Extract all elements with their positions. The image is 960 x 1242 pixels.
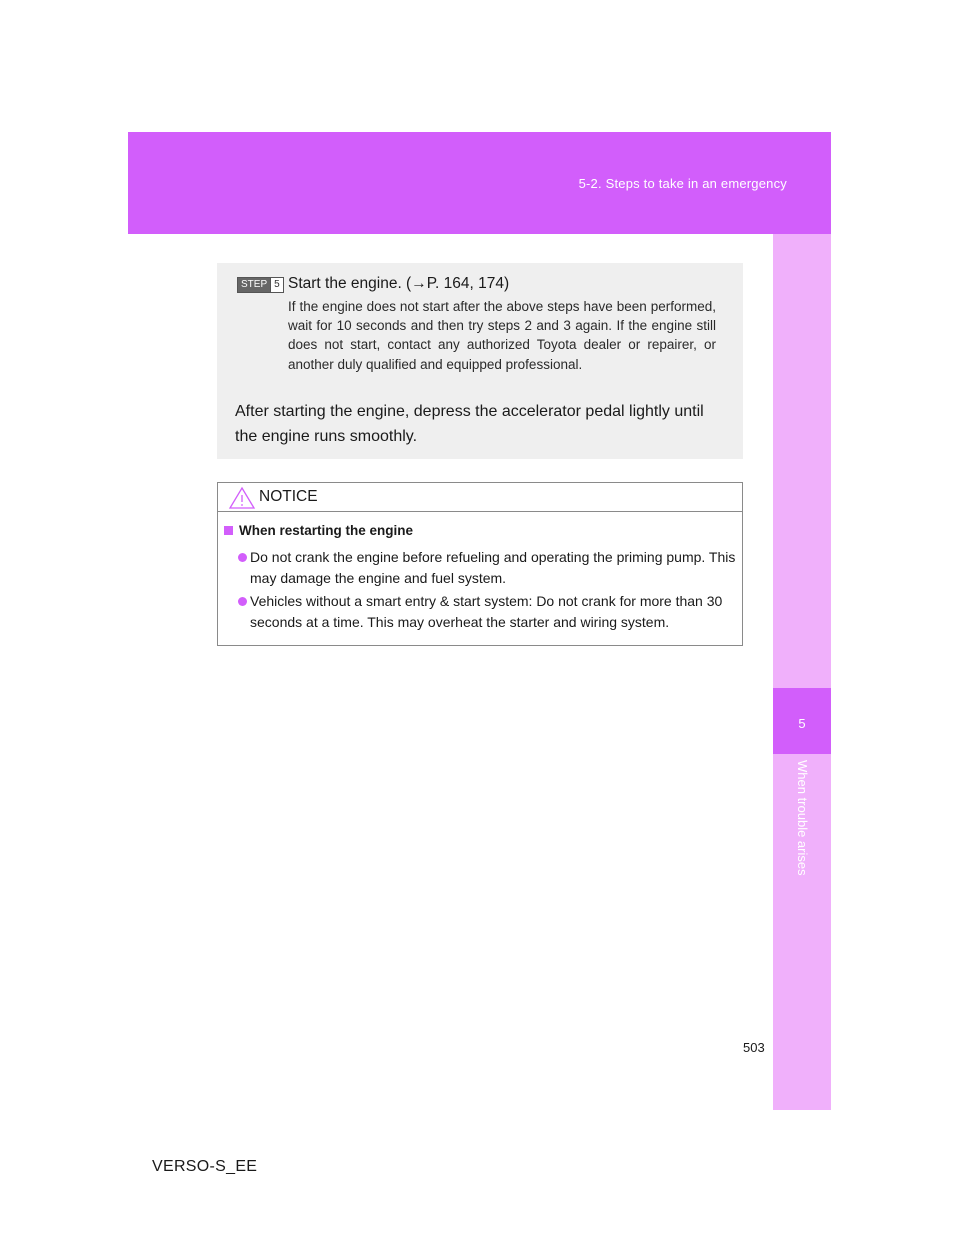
page-number: 503 — [743, 1040, 765, 1055]
step-badge-label: STEP — [238, 278, 270, 292]
section-title: 5-2. Steps to take in an emergency — [578, 176, 787, 191]
notice-bullet-text: Vehicles without a smart entry & start system: Do not crank for more than 30 seconds at a time. This may overheat the starter and wiring system. — [250, 593, 723, 630]
notice-bullet-text: Do not crank the engine before refueling and operating the priming pump. This may damage the engine and fuel system. — [250, 549, 736, 586]
notice-subheading — [224, 523, 413, 538]
chapter-number: 5 — [798, 716, 806, 731]
step-badge-number: 5 — [270, 278, 283, 292]
step-badge — [237, 277, 284, 293]
after-start-text: After starting the engine, depress the accelerator pedal lightly until the engine runs smoothly. — [235, 403, 704, 445]
notice-subheading-text: When restarting the engine — [239, 523, 414, 538]
side-strip — [773, 234, 831, 1110]
notice-bullet — [238, 591, 750, 633]
notice-box — [217, 482, 743, 646]
warning-icon — [228, 486, 256, 510]
chapter-title-wrap — [773, 760, 831, 900]
bullet-dot-icon — [238, 553, 247, 562]
step-title: Start the engine. (→P. 164, 174) — [288, 275, 510, 292]
square-bullet-icon — [224, 526, 233, 535]
chapter-title: When trouble arises — [795, 760, 810, 876]
step-box — [217, 263, 743, 459]
notice-title: NOTICE — [259, 488, 318, 505]
bullet-dot-icon — [238, 597, 247, 606]
chapter-tab — [773, 688, 831, 754]
notice-header — [218, 483, 742, 512]
header-band — [128, 132, 831, 234]
model-code: VERSO-S_EE — [152, 1158, 258, 1175]
notice-bullet — [238, 547, 750, 589]
step-note: If the engine does not start after the above steps have been performed, wait for 10 seconds and then try steps 2 and 3 again. If the engine still does not start, contact any authorized Toyota dealer or repairer, or another duly qualified and equipped professional. — [288, 299, 716, 372]
